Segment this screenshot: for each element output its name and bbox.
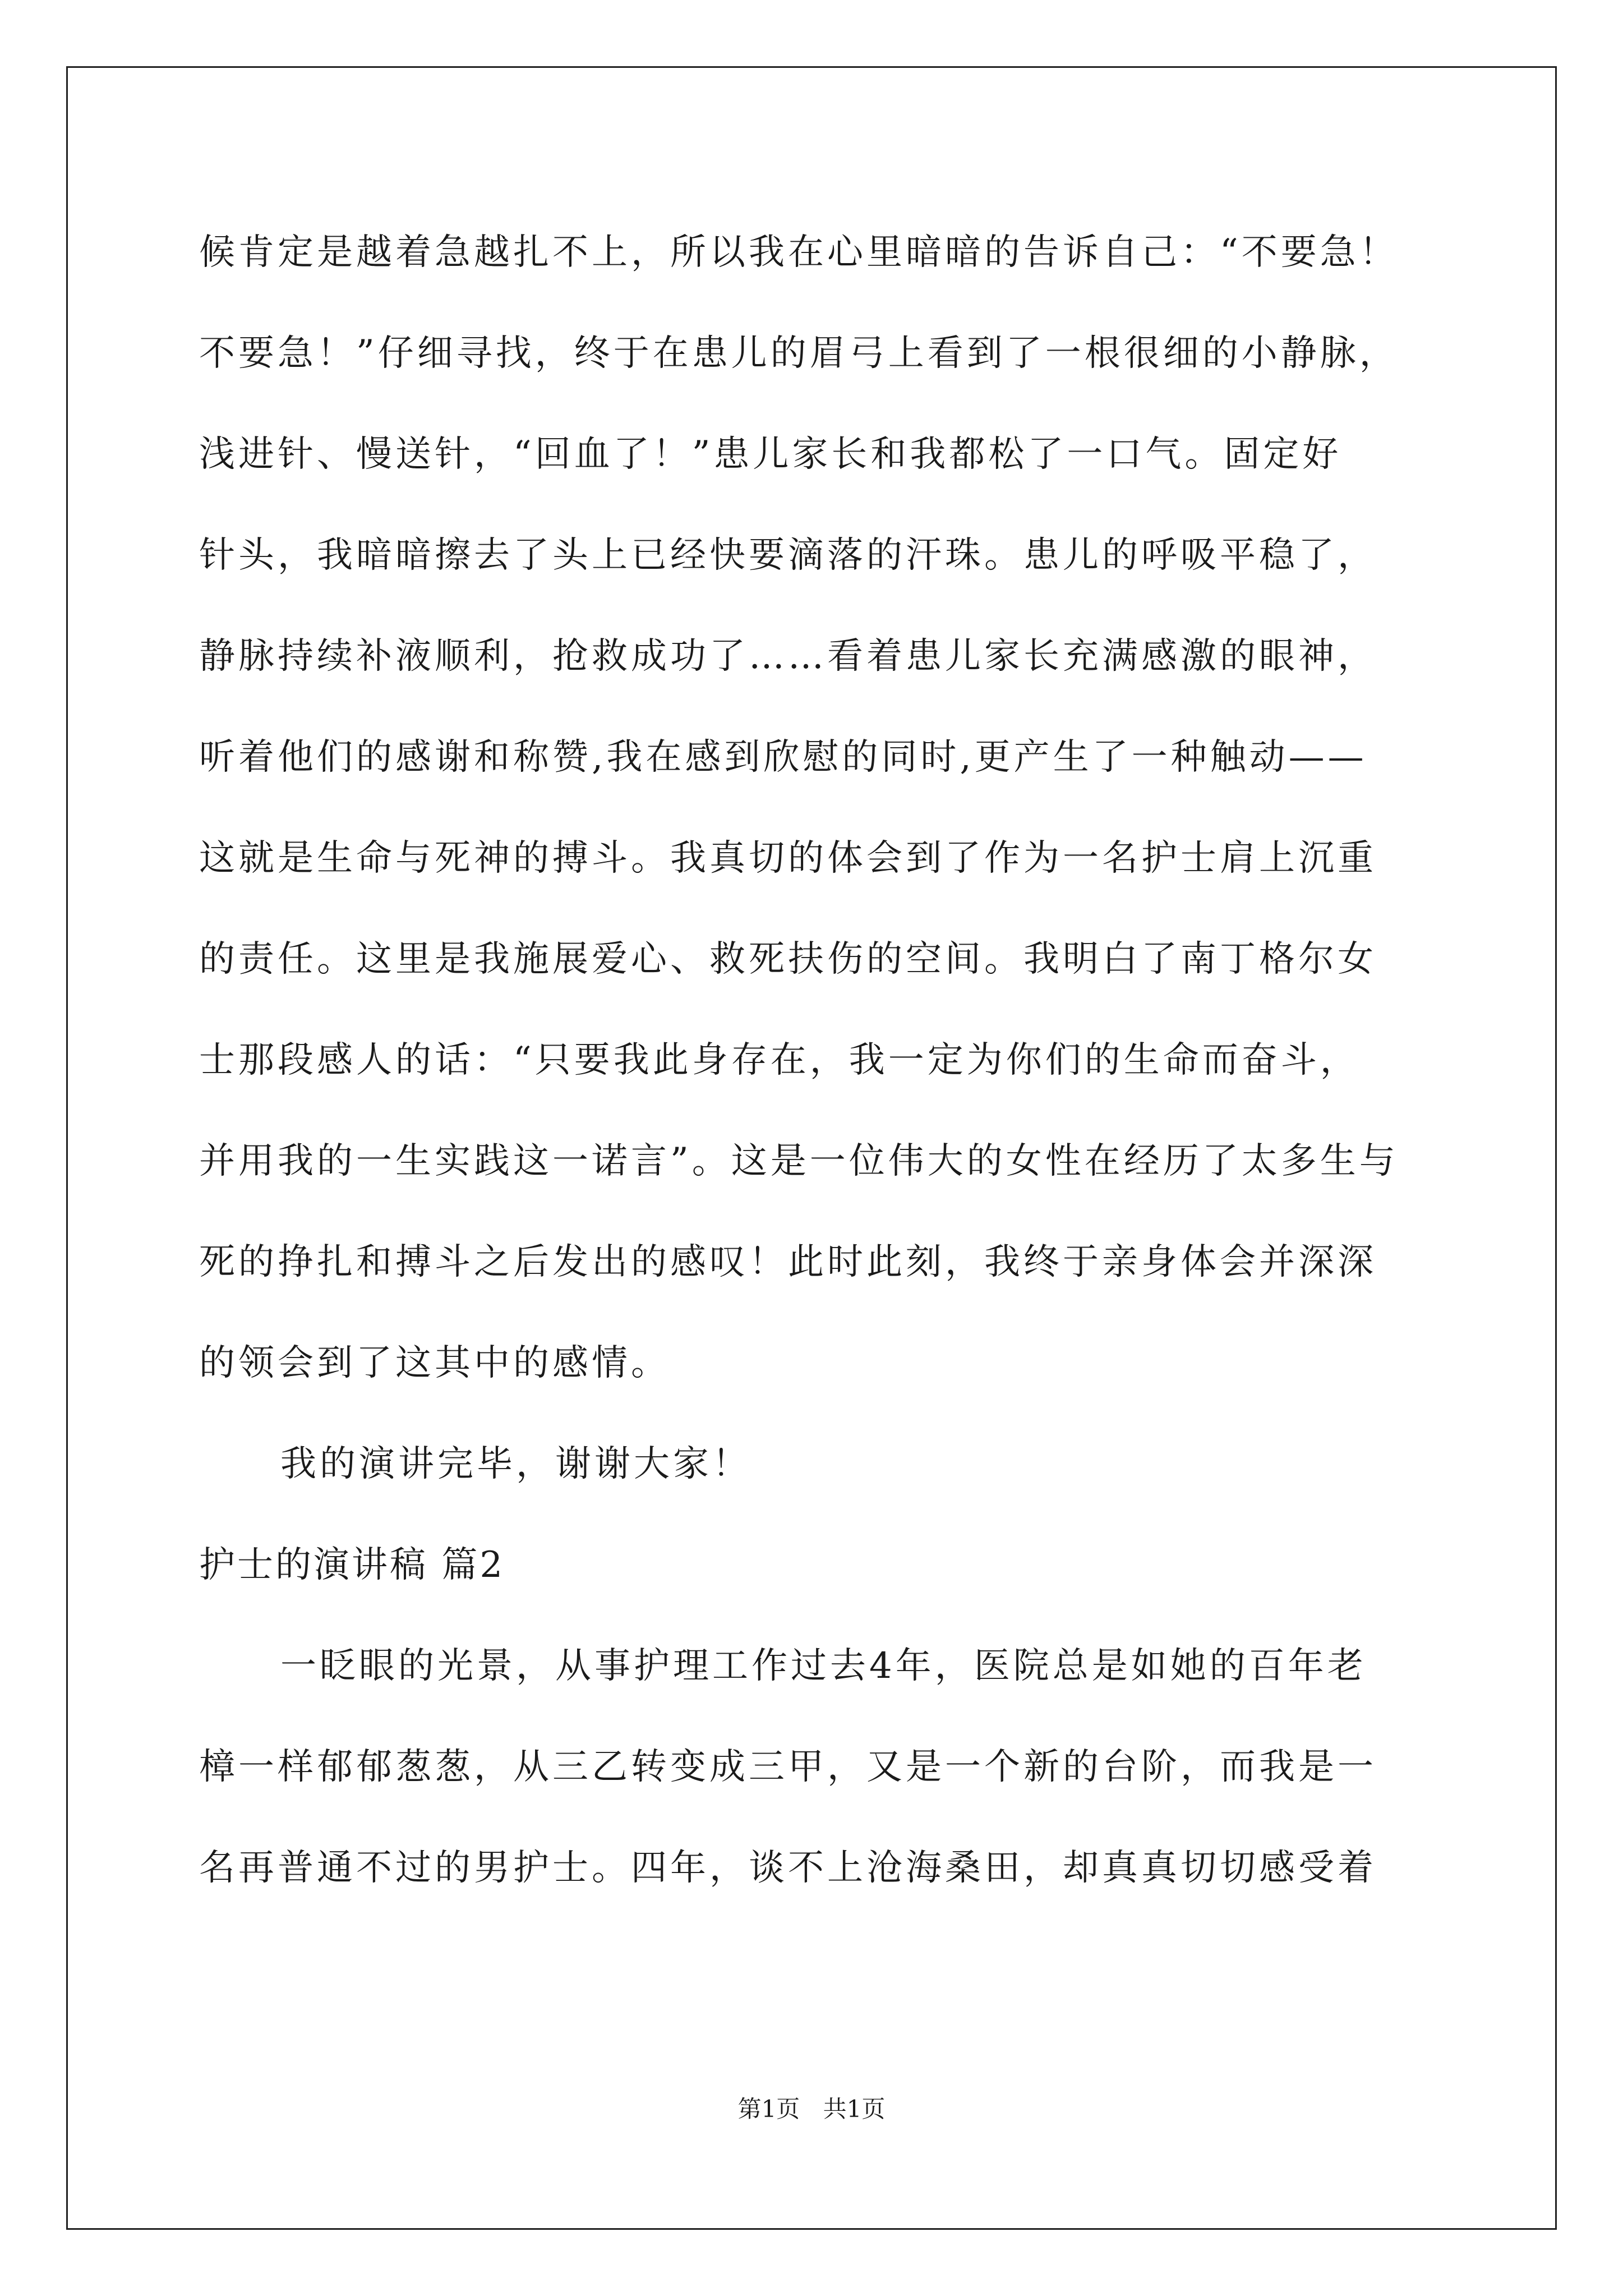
paragraph-line: 针头，我暗暗擦去了头上已经快要滴落的汗珠。患儿的呼吸平稳了， <box>199 535 1377 576</box>
paragraph-line: 候肯定是越着急越扎不上，所以我在心里暗暗的告诉自己：“不要急！ <box>199 232 1399 273</box>
paragraph-line: 死的挣扎和搏斗之后发出的感叹！此时此刻，我终于亲身体会并深深 <box>199 1241 1377 1283</box>
closing-line: 我的演讲完毕，谢谢大家！ <box>280 1443 751 1485</box>
paragraph-line: 樟一样郁郁葱葱，从三乙转变成三甲，又是一个新的台阶，而我是一 <box>199 1746 1377 1788</box>
page-total: 共1页 <box>823 2095 886 2123</box>
paragraph-line: 听着他们的感谢和称赞,我在感到欣慰的同时,更产生了一种触动—— <box>199 737 1367 778</box>
paragraph-line: 名再普通不过的男护士。四年，谈不上沧海桑田，却真真切切感受着 <box>199 1847 1377 1889</box>
paragraph-line: 士那段感人的话：“只要我此身存在，我一定为你们的生命而奋斗， <box>199 1039 1359 1081</box>
paragraph-line: 静脉持续补液顺利，抢救成功了……看着患儿家长充满感激的眼神， <box>199 636 1377 677</box>
paragraph-line: 的领会到了这其中的感情。 <box>199 1342 670 1384</box>
paragraph-line: 浅进针、慢送针，“回血了！”患儿家长和我都松了一口气。固定好 <box>199 434 1342 475</box>
paragraph-line: 一眨眼的光景，从事护理工作过去4年，医院总是如她的百年老 <box>280 1645 1367 1687</box>
paragraph-line: 不要急！”仔细寻找，终于在患儿的眉弓上看到了一根很细的小静脉， <box>199 333 1399 374</box>
section-heading: 护士的演讲稿 篇2 <box>199 1544 505 1586</box>
page-footer <box>0 2092 1623 2126</box>
paragraph-line: 这就是生命与死神的搏斗。我真切的体会到了作为一名护士肩上沉重 <box>199 838 1377 879</box>
paragraph-line: 并用我的一生实践这一诺言”。这是一位伟大的女性在经历了太多生与 <box>199 1140 1399 1182</box>
document-body <box>199 202 1433 1918</box>
paragraph-line: 的责任。这里是我施展爱心、救死扶伤的空间。我明白了南丁格尔女 <box>199 938 1377 980</box>
page-number: 第1页 <box>737 2095 800 2123</box>
